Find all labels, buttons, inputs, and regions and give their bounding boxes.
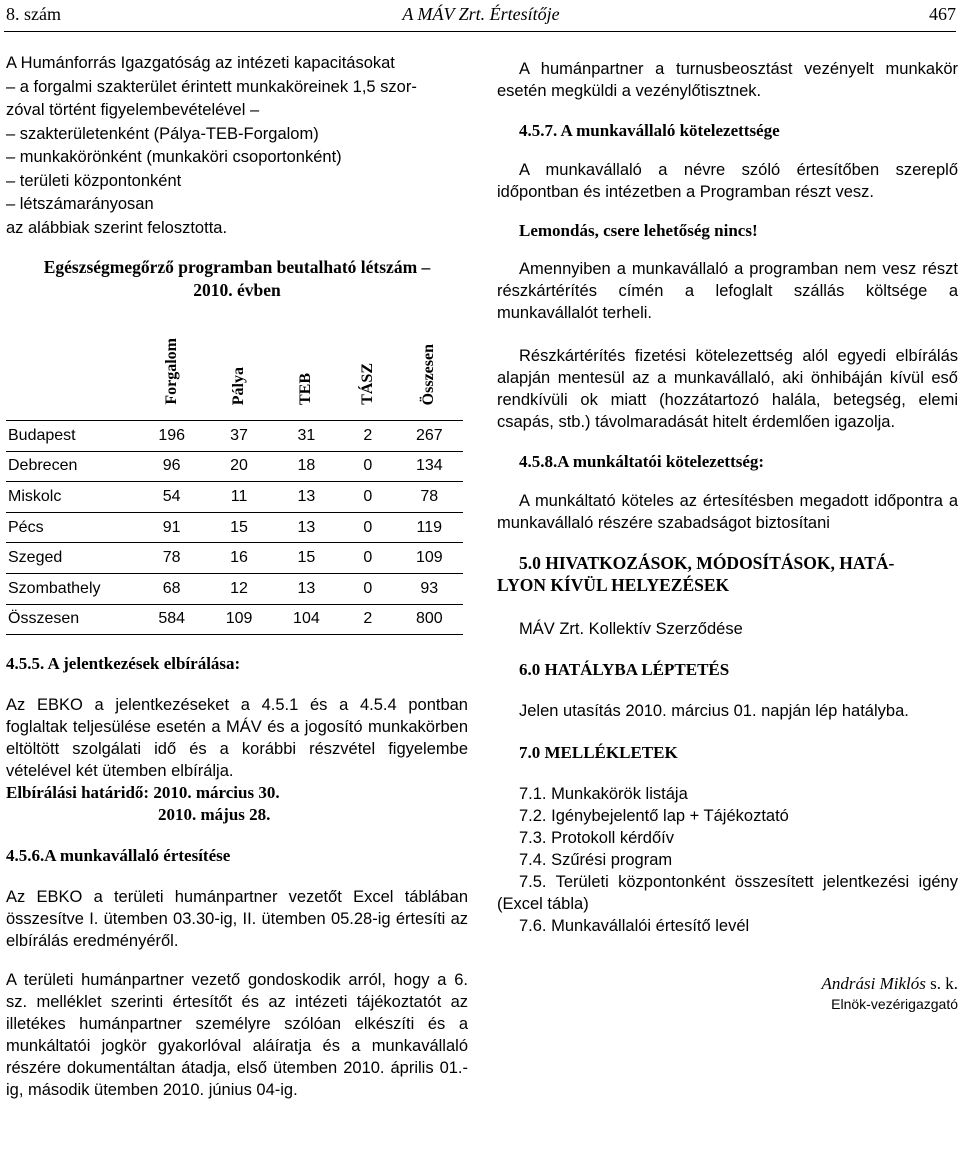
cell: 196 [138,421,205,452]
cell: 13 [273,512,340,543]
cell: 93 [396,573,463,604]
cell: 96 [138,451,205,482]
cell: 0 [340,482,396,513]
table-title-year: 2010. évben [193,280,281,300]
cell: 11 [205,482,272,513]
list-item: 7.3. Protokoll kérdőív [519,829,674,847]
column-header: TEB [297,372,315,405]
section-5-heading: 5.0 HIVATKOZÁSOK, MÓDOSÍTÁSOK, HATÁ- [519,553,895,573]
column-header: Összesen [420,343,438,405]
cell: 109 [396,543,463,574]
table-row [6,451,463,482]
cell: 68 [138,573,205,604]
cell: 584 [138,604,205,635]
cell: 18 [273,451,340,482]
header-rule [4,31,956,32]
intro-line: zóval történt figyelembevételével – [6,101,260,119]
cell: 12 [205,573,272,604]
cell: 0 [340,543,396,574]
cell: 37 [205,421,272,452]
attachments-list [497,783,958,937]
cell: 13 [273,573,340,604]
table-title: Egészségmegőrző programban beutalható létszám – [43,257,431,277]
section-4-5-8-heading: 4.5.8.A munkáltatói kötelezettség: [519,452,765,471]
intro-line: – területi központonként [6,171,182,190]
right-column [497,58,958,1013]
section-4-5-7-text: A munkavállaló a névre szóló értesítőben szereplő időpontban és intézetben a Programban részt vesz. [497,161,958,201]
row-label: Budapest [6,421,138,452]
issue-number: 8. szám [6,4,61,24]
section-4-5-7-heading: 4.5.7. A munkavállaló kötelezettsége [519,121,780,140]
row-label: Összesen [6,604,138,635]
cell: 104 [273,604,340,635]
table-header-row [6,316,463,421]
section-7-heading: 7.0 MELLÉKLETEK [519,743,678,762]
table-row [6,543,463,574]
signature-suffix: s. k. [930,974,958,993]
row-label: Debrecen [6,451,138,482]
cell: 0 [340,573,396,604]
page-number: 467 [929,4,956,24]
journal-title: A MÁV Zrt. Értesítője [402,4,560,24]
page-header [6,3,956,27]
intro-line: az alábbiak szerint felosztotta. [6,218,228,237]
intro-line: A Humánforrás Igazgatóság az intézeti kapacitásokat [6,54,395,72]
cell: 800 [396,604,463,635]
row-label: Szombathely [6,573,138,604]
intro-line: – létszámarányosan [6,195,154,213]
cell: 0 [340,451,396,482]
signature-title: Elnök-vezérigazgató [831,996,958,1012]
list-item: 7.6. Munkavállalói értesítő levél [519,917,750,935]
section-4-5-5-heading: 4.5.5. A jelentkezések elbírálása: [6,654,241,674]
section-6-text: Jelen utasítás 2010. március 01. napján lép hatályba. [519,702,909,720]
row-label: Pécs [6,512,138,543]
cell: 13 [273,482,340,513]
section-4-5-8-text: A munkáltató köteles az értesítésben megadott időpontra a munkavállaló részére szabadságot biztosítani [497,492,958,532]
intro-line: – szakterületenként (Pálya-TEB-Forgalom) [6,124,319,143]
section-5-item: MÁV Zrt. Kollektív Szerződése [519,620,743,638]
table-row [6,482,463,513]
signature-line [497,973,958,995]
cell: 0 [340,512,396,543]
cell: 20 [205,451,272,482]
column-header: TÁSZ [358,363,376,405]
list-item: 7.5. Területi központonként összesített jelentkezési igény (Excel tábla) [497,873,958,913]
list-item: 7.1. Munkakörök listája [519,785,688,803]
intro-block [6,52,468,240]
cost-text: Amennyiben a munkavállaló a programban nem vesz részt részkártérítés címén a lefoglalt szállás költsége a munkavállalót terheli. [497,260,958,322]
no-cancellation-note: Lemondás, csere lehetőség nincs! [519,221,758,240]
signature-name: Andrási Miklós [821,974,926,993]
cell: 91 [138,512,205,543]
left-column [6,52,468,1101]
section-4-5-6-text-2: A területi humánpartner vezető gondoskodik arról, hogy a 6. sz. melléklet szerinti értesítőt és az intézeti tájékoztatót az illetékes humánpartner személyre szólóan elkészíti és a munkáltatói jogkör gyakorlóval aláíratja és a munkavállaló részére dokumentáltan átadja, első ütemben 2010. április 01.-ig, második ütemben 2010. június 04-ig. [6,971,468,1100]
table-total-row [6,604,463,635]
cell: 109 [205,604,272,635]
cell: 15 [205,512,272,543]
intro-line: – a forgalmi szakterület érintett munkaköreinek 1,5 szor- [6,77,417,96]
section-6-heading: 6.0 HATÁLYBA LÉPTETÉS [519,660,730,679]
table-row [6,573,463,604]
cell: 2 [340,604,396,635]
list-item: 7.2. Igénybejelentő lap + Tájékoztató [519,807,789,825]
column-header: Pálya [230,366,248,405]
deadline-line-1: Elbírálási határidő: 2010. március 30. [6,783,280,803]
headcount-table [6,316,463,635]
cell: 267 [396,421,463,452]
section-4-5-6-heading: 4.5.6.A munkavállaló értesítése [6,846,231,866]
section-4-5-6-text-1: Az EBKO a területi humánpartner vezetőt Excel táblában összesítve I. ütemben 03.30-ig, II. ütemben 05.28-ig értesíti az elbírálás eredményéről. [6,888,468,951]
deadline-line-2: 2010. május 28. [158,805,271,825]
table-row [6,512,463,543]
column-header: Forgalom [162,338,180,405]
cell: 134 [396,451,463,482]
cell: 15 [273,543,340,574]
cell: 31 [273,421,340,452]
intro-line: – munkakörönként (munkaköri csoportonként) [6,148,342,166]
section-5-heading-cont: LYON KÍVÜL HELYEZÉSEK [497,575,730,595]
list-item: 7.4. Szűrési program [519,851,673,869]
cell: 119 [396,512,463,543]
row-label: Miskolc [6,482,138,513]
turnus-text: A humánpartner a turnusbeosztást vezényelt munkakör esetén megküldi a vezénylőtisztnek. [497,60,958,100]
cell: 16 [205,543,272,574]
cell: 78 [138,543,205,574]
cell: 78 [396,482,463,513]
table-row [6,421,463,452]
cell: 2 [340,421,396,452]
table-corner [6,316,138,421]
row-label: Szeged [6,543,138,574]
cell: 54 [138,482,205,513]
exemption-text: Részkártérítés fizetési kötelezettség alól egyedi elbírálás alapján mentesül az a munkavállaló, aki önhibáján kívül eső rendkívüli ok miatt (hozzátartozó halála, betegség, elemi csapás, stb.) távolmaradását hitelt érdemlően igazolja. [497,347,958,431]
section-4-5-5-text: Az EBKO a jelentkezéseket a 4.5.1 és a 4.5.4 pontban foglaltak teljesülése esetén a MÁV és a jogosító munkakörben eltöltött szolgálati idő és a korábbi részvétel figyelembe vételével két ütemben elbírálja. [6,696,468,781]
